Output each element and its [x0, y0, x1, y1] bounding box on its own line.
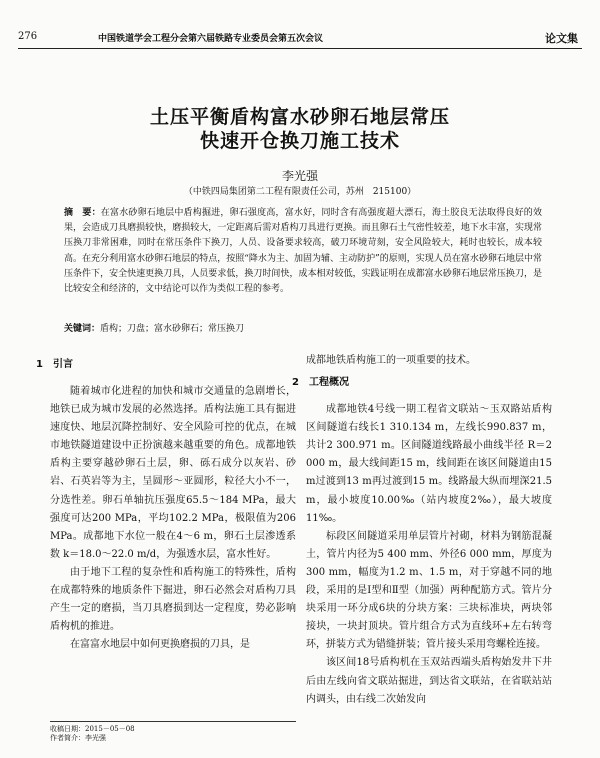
- paper-title-line-2: 快速开仓换刀施工技术: [199, 130, 400, 152]
- section-label: 论文集: [545, 32, 578, 45]
- paragraph: 成都地铁4号线一期工程省文联站～玉双路站盾构区间隧道右线长1 310.134 m，左线长990.837 m，共计2 300.971 m。区间隧道线路最小曲线半径 R＝2 000 m，最大线间距15 m，线间距在该区间隧道由15 m过渡到13 m再过渡到15 m。线路最大纵而埋深21.5 m，最小坡度10.00‰（站内坡度2‰），最大坡度11‰。: [306, 404, 552, 524]
- paragraph: 随着城市化进程的加快和城市交通量的急剧增长，地铁已成为城市发展的必然选择。盾构法施工具有掘进速度快、地层沉降控制好、安全风险可控的优点，在城市地铁隧道建设中正扮演越来越重要的角色。成都地铁盾构主要穿越砂卵石土层，卵、砾石成分以灰岩、砂岩、石英岩等为主，呈圆形～亚圆形，粒径大小不一，分选性差。卵石单轴抗压强度65.5～184 MPa，最大强度可达200 MPa，平均102.2 MPa，极限值为206 MPa。成都地下水位一般在4～6 m，卵石土层渗透系数 k＝18.0～22.0 m/d，为强透水层，富水性好。: [50, 386, 296, 560]
- running-header: [18, 28, 582, 49]
- section-1-heading: 1 引言: [36, 359, 73, 370]
- received-date: 收稿日期：2015－05－08: [50, 725, 135, 733]
- keywords-text: 盾构；刀盘；富水砂卵石；常压换刀: [100, 324, 245, 334]
- abstract-label: 摘 要：: [64, 208, 101, 218]
- paper-title-line-1: 土压平衡盾构富水砂卵石地层常压: [149, 106, 450, 128]
- author-affiliation: （中铁四局集团第二工程有限责任公司，苏州 215100）: [183, 187, 417, 197]
- page-number: 276: [18, 31, 38, 42]
- abstract-text: 在富水砂卵石地层中盾构掘进，卵石强度高，富水好，同时含有高强度超大漂石，海土胶良无法取得良好的效果，会造成刀具磨损较快，磨损较大，一定距离后需对盾构刀具进行更换。而且卵石土气密性较差，地下水丰富，实现常压换刀非常困难，同时在常压条件下换刀，人员、设备要求较高，破刀环境苛刻，安全风险较大，耗时也较长，成本较高。在充分利用富水砂卵石地层的特点，按照“降水为主、加固为辅、主动防护”的原则，实现人员在富水砂卵石地层中常压条件下，安全快速更换刀具，人员要求低，换刀时间快，成本相对较低，实践证明在成都富水砂卵石地层常压换刀，是比较安全和经济的，文中结论可以作为类似工程的参考。: [64, 208, 542, 295]
- journal-name: 中国铁道学会工程分会第六届铁路专业委员会第五次会议: [98, 34, 324, 44]
- paragraph: 在富富水地层中如何更换磨损的刀具，是: [70, 639, 250, 651]
- paragraph-continued: 成都地铁盾构施工的一项重要的技术。: [306, 355, 476, 366]
- author-bio: 作者简介：李光强: [50, 734, 106, 742]
- paragraph: 该区间18号盾构机在玉双站西端头盾构始发井下井后由左线向省文联站掘进，到达省文联站，在省联站站内调头，由右线二次始发向: [306, 657, 552, 705]
- footnote: [50, 721, 296, 743]
- paragraph: 由于地下工程的复杂性和盾构施工的特殊性，盾构在成都特殊的地质条件下掘进，卵石必然会对盾构刀具产生一定的磨损，当刀具磨损到达一定程度，势必影响盾构机的推进。: [50, 566, 296, 633]
- paragraph: 标段区间隧道采用单层管片衬砌，材料为钢筋混凝土，管片内径为5 400 mm、外径6 000 mm，厚度为300 mm，幅度为1.2 m、1.5 m，对于穿越不同的地段，采用的是Ⅰ型和Ⅱ型（加强）两种配筋方式。管片分块采用一环分成6块的分块方案：三块标准块，两块邻接块，一块封顶块。管片组合方式为直线环+左右转弯环，拼装方式为错缝拼装；管片接头采用弯螺栓连接。: [306, 530, 552, 651]
- keywords-label: 关键词：: [64, 324, 101, 334]
- right-column: [292, 352, 552, 709]
- author-name: 李光强: [281, 169, 318, 183]
- section-2-heading: 2 工程概况: [292, 377, 349, 389]
- keywords: [64, 321, 542, 334]
- abstract: [64, 206, 542, 297]
- left-column: [36, 352, 296, 654]
